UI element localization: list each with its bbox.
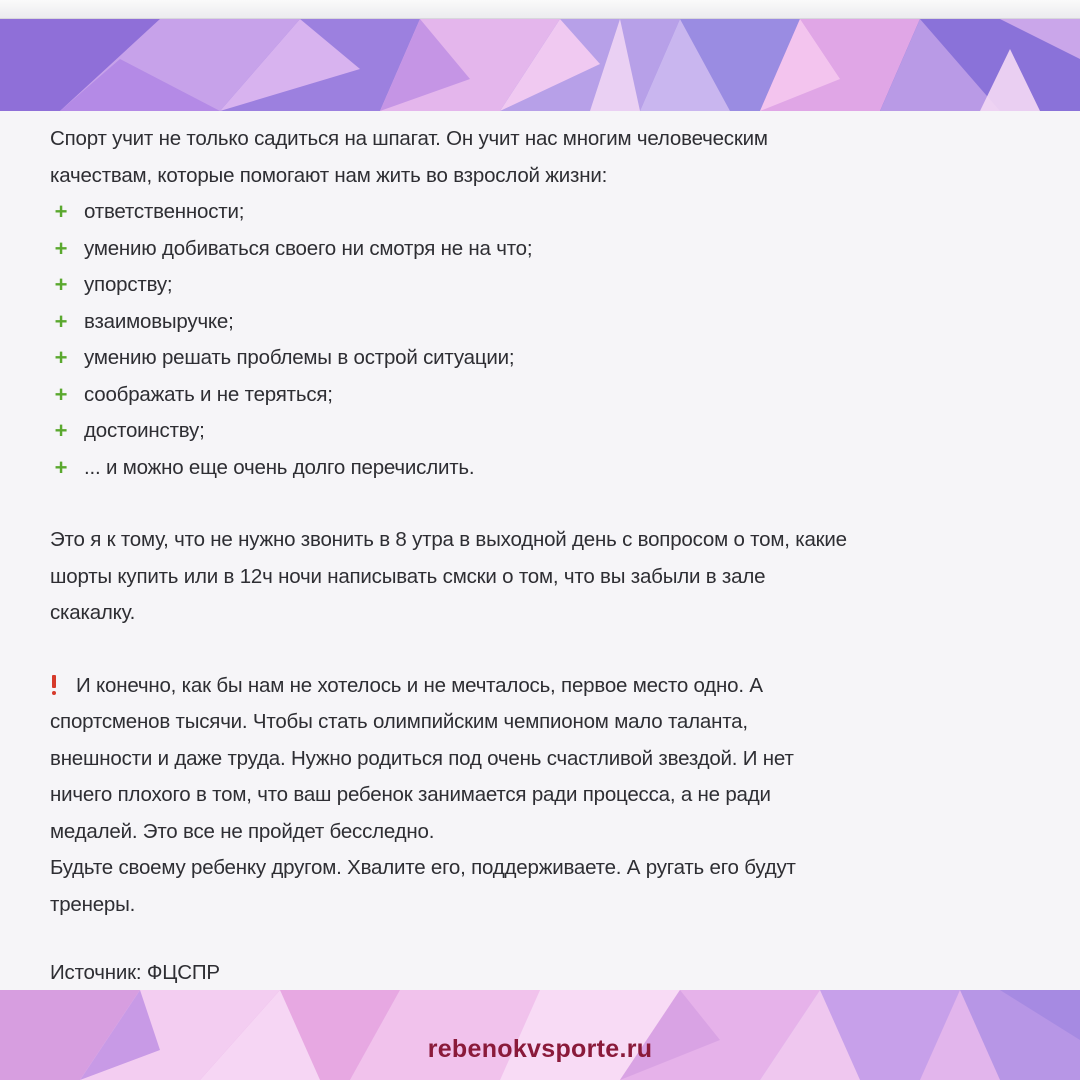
list-item-text: умению добиваться своего ни смотря не на что; xyxy=(84,236,533,260)
list-item-text: взаимовыручке; xyxy=(84,309,234,333)
paragraph-gap xyxy=(50,486,1050,522)
list-item xyxy=(50,304,1050,341)
paragraph3-line: спортсменов тысячи. Чтобы стать олимпийским чемпионом мало таланта, xyxy=(50,710,748,733)
list-item xyxy=(50,231,1050,268)
paragraph1-line: качествам, которые помогают нам жить во взрослой жизни: xyxy=(50,163,608,187)
paragraph-gap xyxy=(50,923,1050,955)
list-item xyxy=(50,194,1050,231)
plus-icon: + xyxy=(54,381,68,407)
paragraph3-line: ничего плохого в том, что ваш ребенок занимается ради процесса, а не ради xyxy=(50,783,771,806)
plus-icon: + xyxy=(54,199,68,224)
site-url: rebenokvsporte.ru xyxy=(427,1035,653,1063)
paragraph1-line: Спорт учит не только садиться на шпагат. Он учит нас многим человеческим xyxy=(50,127,768,150)
paragraph2-line: шорты купить или в 12ч ночи написывать смски о том, что вы забыли в зале xyxy=(50,564,766,588)
paragraph3-line: Будьте своему ребенку другом. Хвалите его, поддерживаете. А ругать его будут xyxy=(50,856,796,879)
list-item xyxy=(50,267,1050,304)
source-line: Источник: ФЦСПР xyxy=(50,961,220,984)
paragraph3-line xyxy=(50,668,1050,705)
paragraph-gap xyxy=(50,632,1050,668)
plus-icon: + xyxy=(54,454,68,480)
list-item-text: упорству; xyxy=(84,273,173,296)
list-item xyxy=(50,413,1050,450)
list-item-text: достоинству; xyxy=(84,419,205,442)
exclamation-icon xyxy=(50,675,58,695)
list-item-text: умению решать проблемы в острой ситуации; xyxy=(84,346,515,369)
paragraph3-first-text: И конечно, как бы нам не хотелось и не мечталось, первое место одно. А xyxy=(76,673,763,697)
paragraph2-line: скакалку. xyxy=(50,601,136,624)
top-strip xyxy=(0,0,1080,19)
paragraph3-line: медалей. Это все не пройдет бесследно. xyxy=(50,819,435,843)
list-item xyxy=(50,340,1050,377)
list-item xyxy=(50,450,1050,487)
plus-icon: + xyxy=(54,272,68,297)
plus-icon: + xyxy=(54,308,68,334)
polygon-pattern-top xyxy=(0,19,1080,111)
paragraph3-line: внешности и даже труда. Нужно родиться под очень счастливой звездой. И нет xyxy=(50,746,794,770)
plus-icon: + xyxy=(54,418,68,443)
list-item-text: ... и можно еще очень долго перечислить. xyxy=(84,455,475,479)
post-text xyxy=(50,121,1050,992)
plus-icon: + xyxy=(54,235,68,261)
list-item-text: ответственности; xyxy=(84,200,245,223)
paragraph2-line: Это я к тому, что не нужно звонить в 8 утра в выходной день с вопросом о том, какие xyxy=(50,528,847,551)
top-decorative-banner xyxy=(0,19,1080,111)
paragraph3-line: тренеры. xyxy=(50,892,136,916)
plus-icon: + xyxy=(54,345,68,370)
list-item-text: соображать и не теряться; xyxy=(84,382,333,406)
list-item xyxy=(50,377,1050,414)
